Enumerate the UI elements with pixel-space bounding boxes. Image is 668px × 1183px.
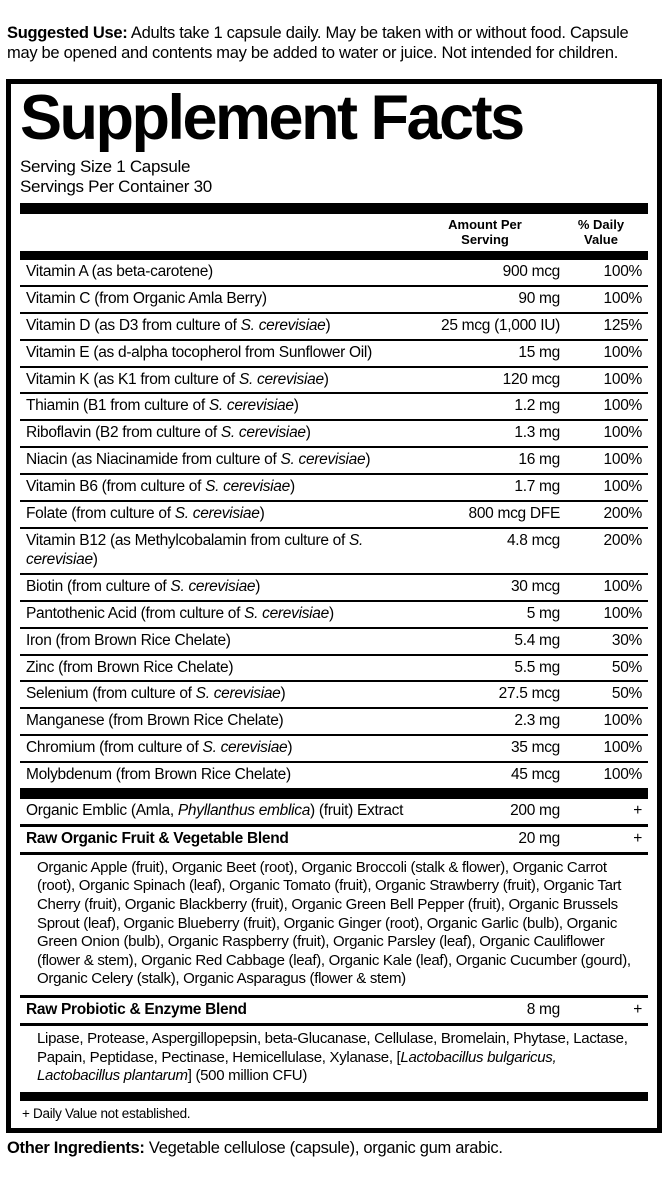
- dv-value: 125%: [603, 316, 642, 334]
- nutrient-name: Zinc (from Brown Rice Chelate): [26, 658, 234, 676]
- amount-value: 45 mcg: [510, 766, 560, 784]
- amount-value: 900 mcg: [502, 262, 560, 280]
- table-row: [20, 734, 648, 761]
- blend-description: Organic Apple (fruit), Organic Beet (root), Organic Broccoli (stalk & flower), Organic Carrot (root), Organic Spinach (leaf), Organic Tomato (fruit), Organic Strawberry (fruit), Organic Tart Cherry (fruit), Organic Blackberry (fruit), Organic Green Bell Pepper (fruit), Organic Brussels Sprout (leaf), Organic Blueberry (fruit), Organic Ginger (root), Organic Garlic (bulb), Organic Green Onion (bulb), Organic Raspberry (fruit), Organic Parsley (leaf), Organic Cauliflower (flower & stem), Organic Red Cabbage (leaf), Organic Kale (leaf), Organic Cucumber (gourd), Organic Celery (stalk), Organic Asparagus (flower & stem): [20, 852, 648, 995]
- table-row: [20, 366, 648, 393]
- amount-value: 90 mg: [518, 289, 560, 307]
- nutrient-name: Pantothenic Acid (from culture of S. cerevisiae): [26, 604, 334, 622]
- dv-value: +: [633, 1001, 642, 1019]
- amount-value: 1.3 mg: [514, 424, 560, 442]
- amount-value: 27.5 mcg: [498, 685, 560, 703]
- nutrient-name: Vitamin B6 (from culture of S. cerevisiae): [26, 478, 295, 496]
- amount-value: 25 mcg (1,000 IU): [441, 316, 560, 334]
- nutrient-table: [20, 260, 648, 788]
- other-ingredients-label: Other Ingredients:: [7, 1138, 145, 1157]
- amount-value: 2.3 mg: [514, 712, 560, 730]
- nutrient-name: Vitamin E (as d-alpha tocopherol from Sunflower Oil): [26, 343, 372, 361]
- amount-value: 16 mg: [518, 451, 560, 469]
- panel-title: Supplement Facts: [20, 83, 523, 154]
- table-row: [20, 680, 648, 707]
- nutrient-name: Raw Probiotic & Enzyme Blend: [26, 1001, 247, 1019]
- amount-value: 5 mg: [526, 604, 560, 622]
- dv-value: 100%: [603, 739, 642, 757]
- table-row: [20, 260, 648, 285]
- amount-value: 4.8 mcg: [506, 532, 560, 549]
- nutrient-name: Manganese (from Brown Rice Chelate): [26, 712, 284, 730]
- dv-value: 100%: [603, 766, 642, 784]
- dv-value: 200%: [603, 532, 642, 549]
- divider-bar-footnote: [20, 1092, 648, 1101]
- divider-bar-top: [20, 203, 648, 214]
- other-ingredients-body: Vegetable cellulose (capsule), organic gum arabic.: [144, 1138, 503, 1157]
- amount-value: 120 mcg: [502, 370, 560, 388]
- nutrient-name: Raw Organic Fruit & Vegetable Blend: [26, 829, 289, 847]
- amount-value: 5.4 mg: [514, 631, 560, 649]
- table-row: [20, 627, 648, 654]
- table-row: [20, 446, 648, 473]
- table-row: [20, 473, 648, 500]
- dv-value: 100%: [603, 397, 642, 415]
- table-row: [20, 824, 648, 852]
- table-row: [20, 527, 648, 573]
- amount-value: 1.7 mg: [514, 478, 560, 496]
- blend-table: [20, 799, 648, 1092]
- other-ingredients-text: [6, 1139, 662, 1159]
- nutrient-name: Vitamin K (as K1 from culture of S. cerevisiae): [26, 370, 329, 388]
- dv-value: 100%: [603, 343, 642, 361]
- table-row: [20, 285, 648, 312]
- dv-value: 100%: [603, 604, 642, 622]
- dv-value: 100%: [603, 712, 642, 730]
- dv-value: 100%: [603, 370, 642, 388]
- dv-value: 100%: [603, 262, 642, 280]
- amount-value: 800 mcg DFE: [468, 505, 560, 523]
- dv-value: 100%: [603, 478, 642, 496]
- nutrient-name: Vitamin C (from Organic Amla Berry): [26, 289, 267, 307]
- amount-value: 1.2 mg: [514, 397, 560, 415]
- serving-info: [20, 157, 648, 197]
- amount-value: 15 mg: [518, 343, 560, 361]
- nutrient-name: Organic Emblic (Amla, Phyllanthus emblica) (fruit) Extract: [26, 802, 404, 820]
- divider-bar-blends: [20, 788, 648, 799]
- nutrient-name: Folate (from culture of S. cerevisiae): [26, 505, 265, 523]
- suggested-use-body: Adults take 1 capsule daily. May be taken with or without food. Capsule may be opened and contents may be added to water or juice. Not intended for children.: [7, 23, 629, 62]
- dv-value: 50%: [611, 658, 642, 676]
- serving-size: Serving Size 1 Capsule: [20, 157, 191, 177]
- table-row: [20, 392, 648, 419]
- nutrient-name: Riboflavin (B2 from culture of S. cerevisiae): [26, 424, 311, 442]
- dv-value: 100%: [603, 577, 642, 595]
- servings-per-container: Servings Per Container 30: [20, 177, 212, 197]
- table-row: [20, 500, 648, 527]
- table-row: [20, 799, 648, 824]
- percent-daily-value-header: % Daily Value: [577, 217, 625, 247]
- table-row: [20, 761, 648, 788]
- nutrient-name: Biotin (from culture of S. cerevisiae): [26, 577, 261, 595]
- nutrient-name: Vitamin B12 (as Methylcobalamin from culture of S. cerevisiae): [26, 532, 364, 568]
- dv-value: 100%: [603, 424, 642, 442]
- nutrient-name: Niacin (as Niacinamide from culture of S. cerevisiae): [26, 451, 371, 469]
- dv-value: 30%: [611, 631, 642, 649]
- blend-description: Lipase, Protease, Aspergillopepsin, beta-Glucanase, Cellulase, Bromelain, Phytase, Lactase, Papain, Peptidase, Pectinase, Hemicellulase, Xylanase, [Lactobacillus bulgaricus, Lactobacillus plantarum] (500 million CFU): [20, 1023, 648, 1092]
- column-header-row: [20, 214, 648, 251]
- nutrient-name: Selenium (from culture of S. cerevisiae): [26, 685, 286, 703]
- table-row: [20, 995, 648, 1023]
- nutrient-name: Vitamin D (as D3 from culture of S. cerevisiae): [26, 316, 331, 334]
- table-row: [20, 312, 648, 339]
- daily-value-footnote: + Daily Value not established.: [22, 1105, 191, 1121]
- supplement-facts-panel: [6, 79, 662, 1132]
- table-row: [20, 707, 648, 734]
- dv-value: 100%: [603, 451, 642, 469]
- table-row: [20, 654, 648, 681]
- table-row: [20, 600, 648, 627]
- nutrient-name: Chromium (from culture of S. cerevisiae): [26, 739, 293, 757]
- dv-value: 100%: [603, 289, 642, 307]
- nutrient-name: Molybdenum (from Brown Rice Chelate): [26, 766, 291, 784]
- nutrient-name: Vitamin A (as beta-carotene): [26, 262, 213, 280]
- dv-value: 200%: [603, 505, 642, 523]
- table-row: [20, 419, 648, 446]
- table-row: [20, 573, 648, 600]
- amount-value: 8 mg: [526, 1001, 560, 1019]
- amount-value: 5.5 mg: [514, 658, 560, 676]
- amount-value: 20 mg: [518, 829, 560, 847]
- amount-value: 30 mcg: [510, 577, 560, 595]
- table-row: [20, 339, 648, 366]
- divider-bar-header: [20, 251, 648, 260]
- nutrient-name: Iron (from Brown Rice Chelate): [26, 631, 231, 649]
- amount-per-serving-header: Amount Per Serving: [448, 217, 522, 247]
- dv-value: +: [633, 829, 642, 847]
- nutrient-name: Thiamin (B1 from culture of S. cerevisiae): [26, 397, 299, 415]
- dv-value: 50%: [611, 685, 642, 703]
- amount-value: 200 mg: [510, 802, 560, 820]
- suggested-use-label: Suggested Use:: [7, 23, 128, 42]
- amount-value: 35 mcg: [510, 739, 560, 757]
- suggested-use-text: [6, 23, 662, 63]
- dv-value: +: [633, 802, 642, 820]
